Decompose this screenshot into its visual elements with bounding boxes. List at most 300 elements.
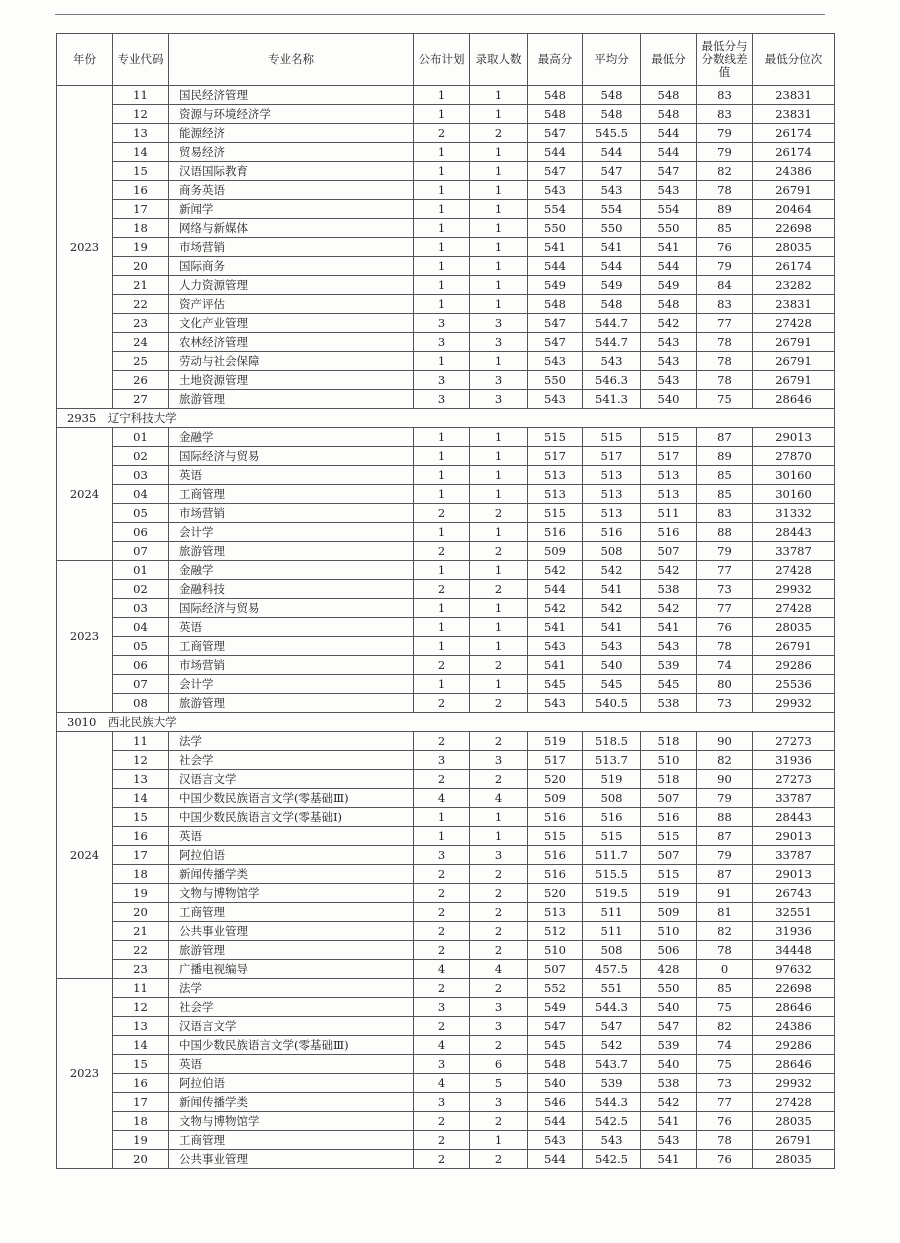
- max-score-cell: 548: [528, 295, 583, 314]
- admitted-cell: 1: [470, 523, 528, 542]
- min-diff-cell: 83: [697, 504, 753, 523]
- major-name-cell: 旅游管理: [169, 542, 414, 561]
- min-score-cell: 540: [641, 998, 697, 1017]
- min-score-cell: 507: [641, 789, 697, 808]
- min-diff-cell: 87: [697, 865, 753, 884]
- plan-cell: 1: [414, 276, 470, 295]
- min-diff-cell: 90: [697, 732, 753, 751]
- min-score-cell: 517: [641, 447, 697, 466]
- plan-cell: 2: [414, 542, 470, 561]
- avg-score-cell: 548: [583, 295, 641, 314]
- plan-cell: 2: [414, 1131, 470, 1150]
- avg-score-cell: 547: [583, 162, 641, 181]
- table-row: [57, 219, 835, 238]
- admitted-cell: 1: [470, 618, 528, 637]
- major-code-cell: 13: [113, 1017, 169, 1036]
- table-row: [57, 1036, 835, 1055]
- major-code-cell: 20: [113, 257, 169, 276]
- min-rank-cell: 26174: [753, 124, 835, 143]
- admitted-cell: 1: [470, 675, 528, 694]
- table-row: [57, 922, 835, 941]
- admitted-cell: 1: [470, 827, 528, 846]
- min-diff-cell: 84: [697, 276, 753, 295]
- min-score-cell: 542: [641, 314, 697, 333]
- admitted-cell: 2: [470, 865, 528, 884]
- major-name-cell: 广播电视编导: [169, 960, 414, 979]
- min-score-cell: 538: [641, 1074, 697, 1093]
- min-score-cell: 541: [641, 1112, 697, 1131]
- major-name-cell: 国民经济管理: [169, 86, 414, 105]
- admitted-cell: 2: [470, 903, 528, 922]
- admitted-cell: 1: [470, 105, 528, 124]
- min-diff-cell: 88: [697, 523, 753, 542]
- table-row: [57, 86, 835, 105]
- major-name-cell: 英语: [169, 466, 414, 485]
- major-code-cell: 17: [113, 846, 169, 865]
- min-score-cell: 542: [641, 1093, 697, 1112]
- min-diff-cell: 79: [697, 789, 753, 808]
- admitted-cell: 3: [470, 998, 528, 1017]
- min-rank-cell: 24386: [753, 1017, 835, 1036]
- admitted-cell: 1: [470, 143, 528, 162]
- major-name-cell: 新闻学: [169, 200, 414, 219]
- min-score-cell: 544: [641, 143, 697, 162]
- admitted-cell: 1: [470, 561, 528, 580]
- major-code-cell: 15: [113, 808, 169, 827]
- table-row: [57, 770, 835, 789]
- max-score-cell: 542: [528, 599, 583, 618]
- avg-score-cell: 545.5: [583, 124, 641, 143]
- min-score-cell: 547: [641, 1017, 697, 1036]
- plan-cell: 1: [414, 428, 470, 447]
- table-row: [57, 276, 835, 295]
- plan-cell: 1: [414, 105, 470, 124]
- max-score-cell: 509: [528, 542, 583, 561]
- min-diff-cell: 82: [697, 922, 753, 941]
- min-rank-cell: 26174: [753, 143, 835, 162]
- min-score-cell: 554: [641, 200, 697, 219]
- max-score-cell: 549: [528, 998, 583, 1017]
- year-cell: 2024: [57, 732, 113, 979]
- min-rank-cell: 27273: [753, 770, 835, 789]
- min-diff-cell: 77: [697, 1093, 753, 1112]
- min-score-cell: 542: [641, 599, 697, 618]
- min-rank-cell: 26791: [753, 1131, 835, 1150]
- major-code-cell: 12: [113, 105, 169, 124]
- max-score-cell: 543: [528, 694, 583, 713]
- avg-score-cell: 517: [583, 447, 641, 466]
- admitted-cell: 2: [470, 922, 528, 941]
- max-score-cell: 510: [528, 941, 583, 960]
- min-rank-cell: 28035: [753, 238, 835, 257]
- header-min-score: 最低分: [641, 34, 697, 86]
- major-code-cell: 15: [113, 162, 169, 181]
- min-rank-cell: 27870: [753, 447, 835, 466]
- major-code-cell: 16: [113, 1074, 169, 1093]
- min-rank-cell: 29932: [753, 580, 835, 599]
- min-score-cell: 548: [641, 86, 697, 105]
- plan-cell: 1: [414, 200, 470, 219]
- table-row: [57, 162, 835, 181]
- table-row: [57, 732, 835, 751]
- admitted-cell: 1: [470, 162, 528, 181]
- major-name-cell: 汉语言文学: [169, 1017, 414, 1036]
- plan-cell: 2: [414, 903, 470, 922]
- table-row: [57, 656, 835, 675]
- max-score-cell: 546: [528, 1093, 583, 1112]
- admitted-cell: 2: [470, 1150, 528, 1169]
- plan-cell: 2: [414, 979, 470, 998]
- min-rank-cell: 26791: [753, 371, 835, 390]
- admitted-cell: 1: [470, 485, 528, 504]
- min-rank-cell: 31936: [753, 751, 835, 770]
- min-rank-cell: 23282: [753, 276, 835, 295]
- major-code-cell: 11: [113, 979, 169, 998]
- major-code-cell: 06: [113, 656, 169, 675]
- table-row: [57, 580, 835, 599]
- min-diff-cell: 85: [697, 485, 753, 504]
- admitted-cell: 1: [470, 200, 528, 219]
- major-name-cell: 旅游管理: [169, 390, 414, 409]
- table-row: [57, 1112, 835, 1131]
- avg-score-cell: 546.3: [583, 371, 641, 390]
- table-row: [57, 200, 835, 219]
- table-row: [57, 808, 835, 827]
- major-code-cell: 04: [113, 618, 169, 637]
- major-name-cell: 英语: [169, 618, 414, 637]
- avg-score-cell: 543: [583, 181, 641, 200]
- major-code-cell: 14: [113, 789, 169, 808]
- min-score-cell: 510: [641, 751, 697, 770]
- min-rank-cell: 23831: [753, 105, 835, 124]
- major-name-cell: 人力资源管理: [169, 276, 414, 295]
- major-name-cell: 新闻传播学类: [169, 865, 414, 884]
- avg-score-cell: 508: [583, 789, 641, 808]
- plan-cell: 2: [414, 694, 470, 713]
- avg-score-cell: 518.5: [583, 732, 641, 751]
- major-name-cell: 贸易经济: [169, 143, 414, 162]
- plan-cell: 1: [414, 447, 470, 466]
- min-rank-cell: 31332: [753, 504, 835, 523]
- min-diff-cell: 76: [697, 618, 753, 637]
- min-rank-cell: 23831: [753, 86, 835, 105]
- admitted-cell: 1: [470, 295, 528, 314]
- max-score-cell: 545: [528, 1036, 583, 1055]
- major-code-cell: 15: [113, 1055, 169, 1074]
- table-row: [57, 485, 835, 504]
- major-name-cell: 汉语言文学: [169, 770, 414, 789]
- admitted-cell: 3: [470, 846, 528, 865]
- max-score-cell: 549: [528, 276, 583, 295]
- min-rank-cell: 26791: [753, 352, 835, 371]
- table-row: [57, 846, 835, 865]
- table-body: [57, 86, 835, 1169]
- major-name-cell: 文物与博物馆学: [169, 884, 414, 903]
- table-row: [57, 1131, 835, 1150]
- min-diff-cell: 82: [697, 751, 753, 770]
- min-rank-cell: 97632: [753, 960, 835, 979]
- min-score-cell: 506: [641, 941, 697, 960]
- max-score-cell: 517: [528, 447, 583, 466]
- major-code-cell: 25: [113, 352, 169, 371]
- major-code-cell: 03: [113, 599, 169, 618]
- min-diff-cell: 78: [697, 941, 753, 960]
- avg-score-cell: 542.5: [583, 1112, 641, 1131]
- major-name-cell: 汉语国际教育: [169, 162, 414, 181]
- major-code-cell: 17: [113, 200, 169, 219]
- max-score-cell: 547: [528, 124, 583, 143]
- min-rank-cell: 28035: [753, 1150, 835, 1169]
- admitted-cell: 1: [470, 637, 528, 656]
- max-score-cell: 548: [528, 105, 583, 124]
- min-score-cell: 548: [641, 105, 697, 124]
- major-name-cell: 中国少数民族语言文学(零基础Ⅰ): [169, 808, 414, 827]
- major-code-cell: 07: [113, 542, 169, 561]
- plan-cell: 1: [414, 181, 470, 200]
- major-name-cell: 商务英语: [169, 181, 414, 200]
- admission-scores-table: [56, 33, 835, 1169]
- table-row: [57, 257, 835, 276]
- admitted-cell: 2: [470, 580, 528, 599]
- major-code-cell: 03: [113, 466, 169, 485]
- major-name-cell: 中国少数民族语言文学(零基础Ⅲ): [169, 789, 414, 808]
- min-rank-cell: 27428: [753, 1093, 835, 1112]
- admitted-cell: 1: [470, 219, 528, 238]
- admitted-cell: 6: [470, 1055, 528, 1074]
- min-diff-cell: 78: [697, 637, 753, 656]
- table-row: [57, 124, 835, 143]
- max-score-cell: 507: [528, 960, 583, 979]
- table-row: [57, 599, 835, 618]
- major-name-cell: 社会学: [169, 751, 414, 770]
- avg-score-cell: 544.3: [583, 998, 641, 1017]
- table-row: [57, 542, 835, 561]
- avg-score-cell: 539: [583, 1074, 641, 1093]
- avg-score-cell: 549: [583, 276, 641, 295]
- major-name-cell: 市场营销: [169, 656, 414, 675]
- avg-score-cell: 541: [583, 238, 641, 257]
- major-code-cell: 21: [113, 922, 169, 941]
- major-code-cell: 05: [113, 504, 169, 523]
- major-code-cell: 08: [113, 694, 169, 713]
- min-rank-cell: 28646: [753, 390, 835, 409]
- plan-cell: 1: [414, 162, 470, 181]
- admitted-cell: 3: [470, 1017, 528, 1036]
- plan-cell: 1: [414, 238, 470, 257]
- min-score-cell: 428: [641, 960, 697, 979]
- min-rank-cell: 29013: [753, 428, 835, 447]
- min-diff-cell: 79: [697, 846, 753, 865]
- major-name-cell: 农林经济管理: [169, 333, 414, 352]
- min-score-cell: 550: [641, 219, 697, 238]
- min-score-cell: 518: [641, 770, 697, 789]
- plan-cell: 1: [414, 485, 470, 504]
- max-score-cell: 515: [528, 827, 583, 846]
- min-diff-cell: 85: [697, 979, 753, 998]
- min-diff-cell: 75: [697, 998, 753, 1017]
- major-name-cell: 英语: [169, 1055, 414, 1074]
- max-score-cell: 509: [528, 789, 583, 808]
- header-major-code: 专业代码: [113, 34, 169, 86]
- max-score-cell: 544: [528, 143, 583, 162]
- min-diff-cell: 79: [697, 542, 753, 561]
- avg-score-cell: 545: [583, 675, 641, 694]
- min-score-cell: 550: [641, 979, 697, 998]
- min-score-cell: 510: [641, 922, 697, 941]
- major-name-cell: 法学: [169, 732, 414, 751]
- plan-cell: 1: [414, 295, 470, 314]
- min-diff-cell: 73: [697, 1074, 753, 1093]
- table-row: [57, 143, 835, 162]
- max-score-cell: 552: [528, 979, 583, 998]
- table-row: [57, 371, 835, 390]
- max-score-cell: 516: [528, 808, 583, 827]
- admitted-cell: 2: [470, 694, 528, 713]
- min-score-cell: 516: [641, 808, 697, 827]
- avg-score-cell: 519.5: [583, 884, 641, 903]
- avg-score-cell: 548: [583, 105, 641, 124]
- major-name-cell: 公共事业管理: [169, 1150, 414, 1169]
- table-row: [57, 333, 835, 352]
- min-diff-cell: 79: [697, 257, 753, 276]
- min-diff-cell: 87: [697, 428, 753, 447]
- admitted-cell: 1: [470, 599, 528, 618]
- min-diff-cell: 78: [697, 371, 753, 390]
- major-code-cell: 01: [113, 561, 169, 580]
- min-score-cell: 507: [641, 542, 697, 561]
- min-score-cell: 541: [641, 238, 697, 257]
- max-score-cell: 513: [528, 485, 583, 504]
- avg-score-cell: 513: [583, 485, 641, 504]
- major-code-cell: 12: [113, 751, 169, 770]
- major-name-cell: 旅游管理: [169, 941, 414, 960]
- admitted-cell: 2: [470, 656, 528, 675]
- plan-cell: 2: [414, 580, 470, 599]
- admitted-cell: 3: [470, 314, 528, 333]
- admitted-cell: 5: [470, 1074, 528, 1093]
- major-code-cell: 22: [113, 941, 169, 960]
- major-name-cell: 阿拉伯语: [169, 1074, 414, 1093]
- table-row: [57, 314, 835, 333]
- major-name-cell: 社会学: [169, 998, 414, 1017]
- avg-score-cell: 542: [583, 561, 641, 580]
- major-name-cell: 土地资源管理: [169, 371, 414, 390]
- min-score-cell: 545: [641, 675, 697, 694]
- max-score-cell: 516: [528, 846, 583, 865]
- min-diff-cell: 79: [697, 124, 753, 143]
- max-score-cell: 544: [528, 1112, 583, 1131]
- major-code-cell: 18: [113, 1112, 169, 1131]
- plan-cell: 2: [414, 865, 470, 884]
- plan-cell: 1: [414, 257, 470, 276]
- min-rank-cell: 26174: [753, 257, 835, 276]
- major-code-cell: 14: [113, 143, 169, 162]
- min-rank-cell: 27428: [753, 561, 835, 580]
- major-code-cell: 18: [113, 865, 169, 884]
- plan-cell: 1: [414, 523, 470, 542]
- table-row: [57, 941, 835, 960]
- plan-cell: 3: [414, 751, 470, 770]
- major-code-cell: 12: [113, 998, 169, 1017]
- table-row: [57, 865, 835, 884]
- min-score-cell: 544: [641, 124, 697, 143]
- min-rank-cell: 33787: [753, 789, 835, 808]
- avg-score-cell: 544.7: [583, 314, 641, 333]
- min-diff-cell: 79: [697, 143, 753, 162]
- plan-cell: 2: [414, 124, 470, 143]
- plan-cell: 2: [414, 1150, 470, 1169]
- min-score-cell: 513: [641, 466, 697, 485]
- plan-cell: 3: [414, 333, 470, 352]
- major-name-cell: 会计学: [169, 675, 414, 694]
- admitted-cell: 2: [470, 979, 528, 998]
- min-score-cell: 509: [641, 903, 697, 922]
- major-code-cell: 20: [113, 903, 169, 922]
- max-score-cell: 544: [528, 257, 583, 276]
- admitted-cell: 4: [470, 789, 528, 808]
- plan-cell: 2: [414, 922, 470, 941]
- major-code-cell: 02: [113, 447, 169, 466]
- max-score-cell: 541: [528, 618, 583, 637]
- min-diff-cell: 74: [697, 1036, 753, 1055]
- min-score-cell: 515: [641, 865, 697, 884]
- major-name-cell: 金融科技: [169, 580, 414, 599]
- min-diff-cell: 82: [697, 162, 753, 181]
- admitted-cell: 1: [470, 1131, 528, 1150]
- header-major-name: 专业名称: [169, 34, 414, 86]
- min-score-cell: 515: [641, 428, 697, 447]
- min-rank-cell: 23831: [753, 295, 835, 314]
- avg-score-cell: 548: [583, 86, 641, 105]
- min-score-cell: 544: [641, 257, 697, 276]
- admitted-cell: 1: [470, 447, 528, 466]
- min-score-cell: 518: [641, 732, 697, 751]
- major-code-cell: 02: [113, 580, 169, 599]
- avg-score-cell: 544.7: [583, 333, 641, 352]
- table-row: [57, 618, 835, 637]
- max-score-cell: 548: [528, 86, 583, 105]
- max-score-cell: 520: [528, 884, 583, 903]
- university-row: [57, 713, 835, 732]
- table-row: [57, 523, 835, 542]
- max-score-cell: 542: [528, 561, 583, 580]
- max-score-cell: 515: [528, 504, 583, 523]
- major-code-cell: 07: [113, 675, 169, 694]
- max-score-cell: 512: [528, 922, 583, 941]
- plan-cell: 2: [414, 1017, 470, 1036]
- major-name-cell: 英语: [169, 827, 414, 846]
- university-label: 3010 西北民族大学: [57, 713, 835, 732]
- min-rank-cell: 22698: [753, 219, 835, 238]
- max-score-cell: 515: [528, 428, 583, 447]
- avg-score-cell: 543: [583, 352, 641, 371]
- plan-cell: 2: [414, 504, 470, 523]
- avg-score-cell: 513: [583, 504, 641, 523]
- plan-cell: 3: [414, 371, 470, 390]
- major-code-cell: 13: [113, 770, 169, 789]
- min-rank-cell: 34448: [753, 941, 835, 960]
- min-diff-cell: 77: [697, 561, 753, 580]
- max-score-cell: 547: [528, 162, 583, 181]
- min-rank-cell: 28646: [753, 998, 835, 1017]
- table-row: [57, 1017, 835, 1036]
- min-score-cell: 541: [641, 1150, 697, 1169]
- major-name-cell: 旅游管理: [169, 694, 414, 713]
- header-min-diff: 最低分与分数线差值: [697, 34, 753, 86]
- min-diff-cell: 78: [697, 1131, 753, 1150]
- header-row: [57, 34, 835, 86]
- major-code-cell: 24: [113, 333, 169, 352]
